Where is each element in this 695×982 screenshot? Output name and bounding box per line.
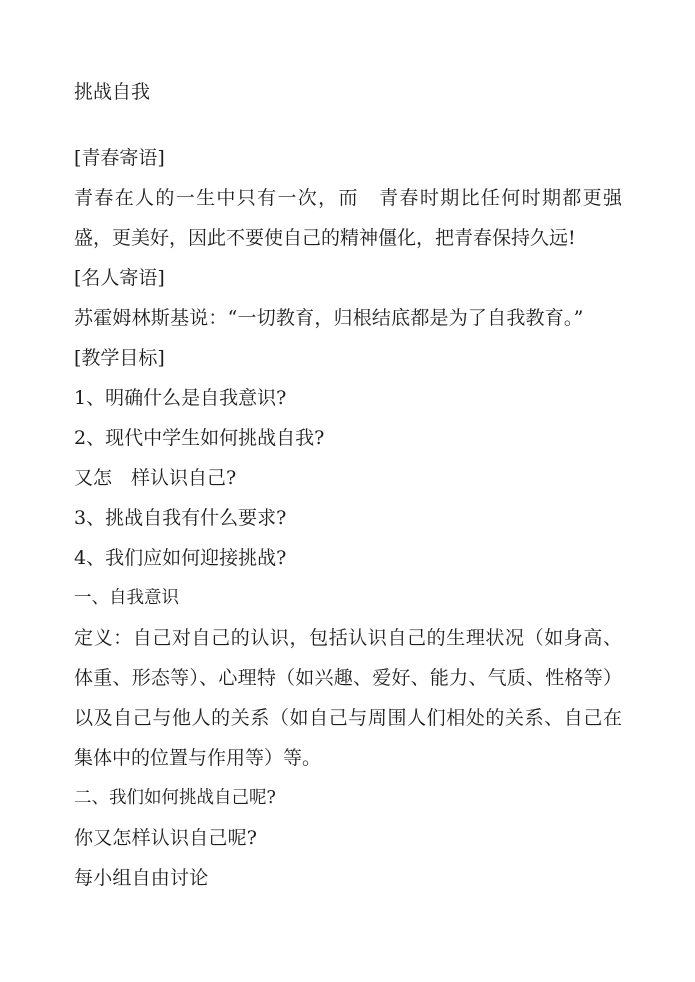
self-awareness-definition: 定义：自己对自己的认识，包括认识自己的生理状况（如身高、体重、形态等）、心理特（如兴趣、爱好、能力、气质、性格等）以及自己与他人的关系（如自己与周围人们相处的关系、自己在集体中的位置与作用等）等。 bbox=[74, 627, 622, 769]
objective-item-1: 1、明确什么是自我意识? bbox=[74, 387, 287, 409]
celebrity-message-heading: [名人寄语] bbox=[74, 267, 165, 289]
page-title: 挑战自我 bbox=[74, 81, 151, 103]
group-discussion-activity: 每小组自由讨论 bbox=[74, 867, 209, 889]
how-to-challenge-question: 你又怎样认识自己呢? bbox=[74, 827, 258, 849]
youth-message-paragraph: 青春在人的一生中只有一次，而 青春时期比任何时期都更强盛，更美好，因此不要使自己的精神僵化，把青春保持久远! bbox=[74, 187, 622, 249]
objective-item-2-continuation: 又怎 样认识自己? bbox=[74, 467, 237, 489]
objective-item-2: 2、现代中学生如何挑战自我? bbox=[74, 427, 325, 449]
objective-item-3: 3、挑战自我有什么要求? bbox=[74, 507, 287, 529]
document-body bbox=[74, 78, 624, 898]
celebrity-message-quote: 苏霍姆林斯基说：“一切教育，归根结底都是为了自我教育。” bbox=[74, 307, 584, 329]
section-heading-self-awareness: 一、自我意识 bbox=[74, 588, 179, 608]
objective-item-4: 4、我们应如何迎接挑战? bbox=[74, 547, 287, 569]
section-heading-how-to-challenge: 二、我们如何挑战自己呢? bbox=[74, 788, 276, 808]
teaching-objectives-heading: [教学目标] bbox=[74, 347, 165, 369]
youth-message-heading: [青春寄语] bbox=[74, 147, 165, 169]
